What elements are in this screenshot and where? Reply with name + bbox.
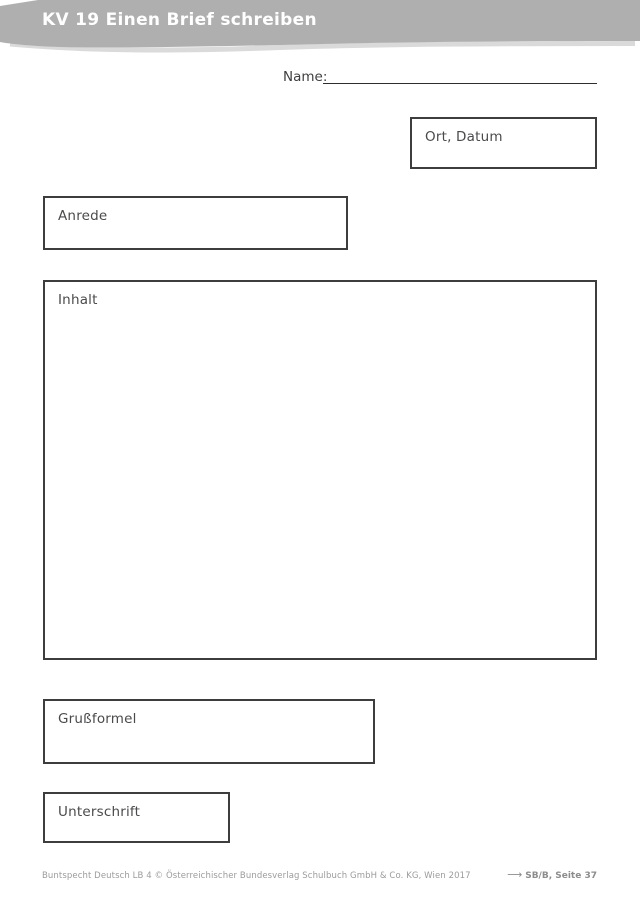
page-reference	[507, 869, 597, 881]
grussformel-box[interactable]	[43, 699, 375, 764]
name-input-line[interactable]	[323, 70, 597, 84]
page-reference-text: SB/B, Seite 37	[525, 871, 597, 881]
inhalt-box[interactable]	[43, 280, 597, 660]
anrede-box[interactable]	[43, 196, 348, 250]
unterschrift-label: Unterschrift	[58, 804, 141, 820]
footer	[42, 869, 597, 881]
name-label: Name:	[283, 69, 328, 85]
copyright-text: Buntspecht Deutsch LB 4 © Österreichischer Bundesverlag Schulbuch GmbH & Co. KG, Wien 2017	[42, 871, 471, 881]
unterschrift-box[interactable]	[43, 792, 230, 843]
arrow-icon: ⟶	[507, 869, 523, 881]
grussformel-label: Grußformel	[58, 711, 137, 727]
header-banner	[0, 0, 640, 60]
anrede-label: Anrede	[58, 208, 108, 224]
inhalt-label: Inhalt	[58, 292, 98, 308]
page-title: KV 19 Einen Brief schreiben	[42, 10, 317, 30]
ort-datum-label: Ort, Datum	[425, 129, 503, 145]
ort-datum-box[interactable]	[410, 117, 597, 169]
